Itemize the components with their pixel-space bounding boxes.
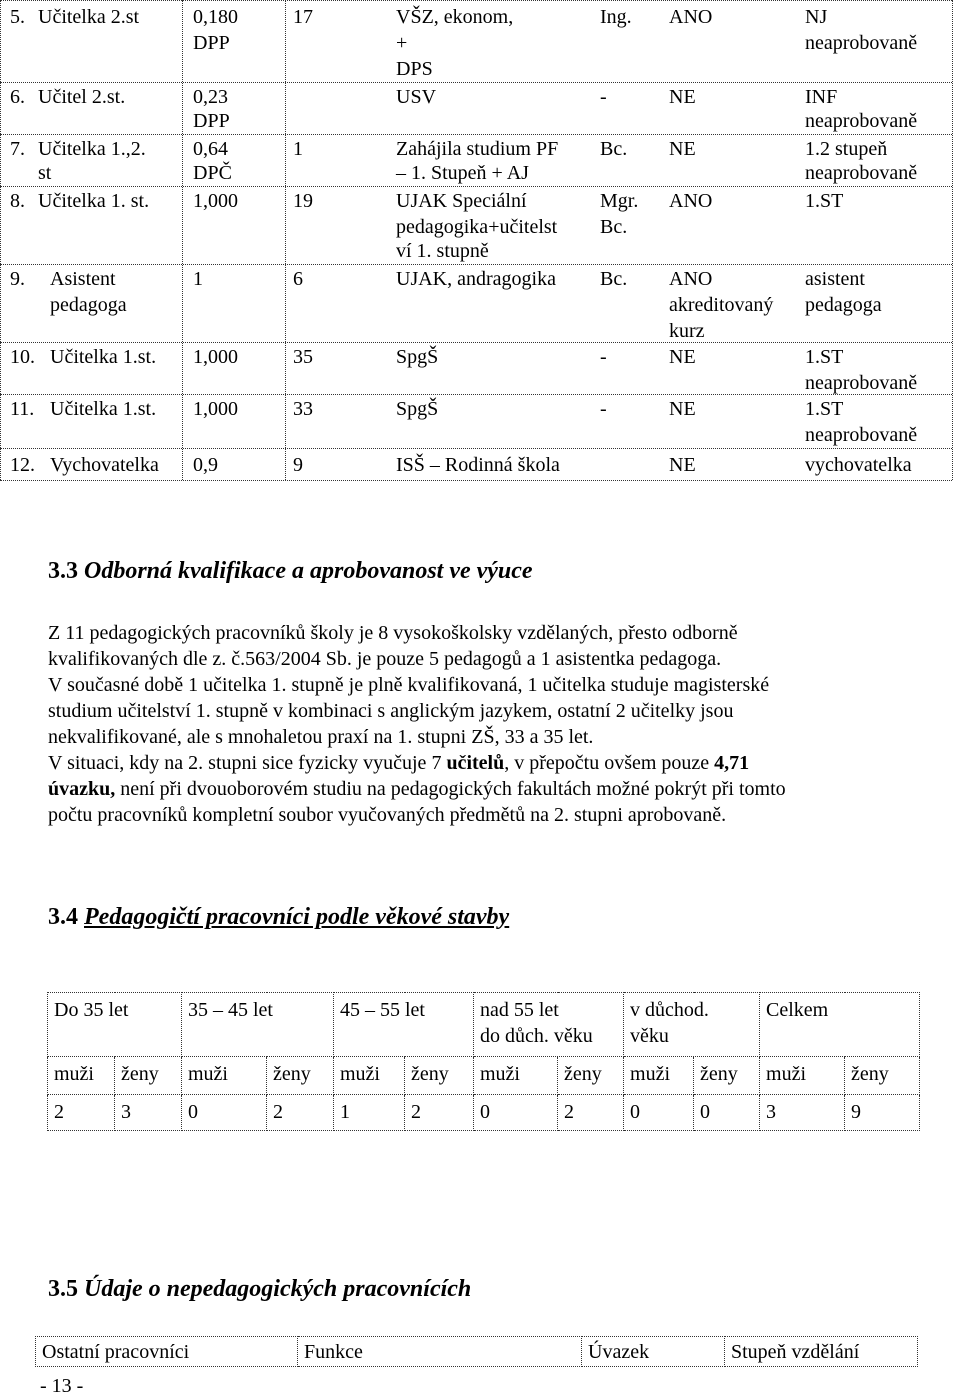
row-9-qualified-2: akreditovaný (669, 294, 774, 316)
section-3-5-heading (48, 1276, 471, 1302)
row-7-years: 1 (293, 138, 303, 160)
row-12-years: 9 (293, 454, 303, 476)
row-5-load-type: DPP (193, 32, 230, 54)
paragraph-line: Z 11 pedagogických pracovníků školy je 8 vysokoškolsky vzdělaných, přesto odborně (48, 622, 738, 644)
section-3-3-number: 3.3 (48, 558, 78, 584)
header-line: do důch. věku (480, 1025, 593, 1047)
row-5-load: 0,180 (193, 6, 238, 28)
section-3-3-title: Odborná kvalifikace a aprobovanost ve výuce (84, 558, 533, 584)
row-6-position: Učitel 2.st. (38, 86, 126, 108)
age-structure-table (47, 992, 920, 1131)
row-9-approbation: asistent (805, 268, 865, 290)
row-5-education-3: DPS (396, 58, 433, 80)
row-11-approbation-2: neaprobovaně (805, 424, 918, 446)
row-10-position: Učitelka 1.st. (50, 346, 157, 368)
header-line: nad 55 let (480, 999, 559, 1021)
row-7-number: 7. (10, 138, 25, 160)
age-group-header: Celkem (760, 993, 920, 1057)
row-9-position: Asistent (50, 268, 116, 290)
row-5-degree: Ing. (600, 6, 632, 28)
row-10-degree: - (600, 346, 607, 368)
row-9-qualified-3: kurz (669, 320, 705, 342)
paragraph-line (48, 750, 908, 776)
column-header: Ostatní pracovníci (36, 1337, 298, 1367)
row-6-qualified: NE (669, 86, 696, 108)
count-cell: 2 (405, 1095, 474, 1131)
row-5-approbation: NJ (805, 6, 828, 28)
paragraph-line: počtu pracovníků kompletní soubor vyučovaných předmětů na 2. stupni aprobovaně. (48, 804, 727, 826)
row-8-load: 1,000 (193, 190, 238, 212)
row-12-approbation: vychovatelka (805, 454, 912, 476)
staff-table (0, 0, 952, 480)
row-6-education: USV (396, 86, 437, 108)
count-cell: 0 (182, 1095, 267, 1131)
row-12-qualified: NE (669, 454, 696, 476)
section-3-4-title: Pedagogičtí pracovníci podle věkové stavby (84, 904, 510, 930)
column-header: Stupeň vzdělání (725, 1337, 918, 1367)
count-cell: 0 (694, 1095, 760, 1131)
row-12-number: 12. (10, 454, 35, 476)
count-cell: 3 (115, 1095, 182, 1131)
row-6-approbation: INF (805, 86, 838, 108)
row-5-position: Učitelka 2.st (38, 6, 140, 28)
row-9-education: UJAK, andragogika (396, 268, 556, 290)
row-8-education: UJAK Speciální (396, 190, 527, 212)
count-cell: 2 (267, 1095, 334, 1131)
row-11-load: 1,000 (193, 398, 238, 420)
section-3-4-number: 3.4 (48, 904, 78, 930)
section-3-4-heading (48, 904, 509, 930)
emphasis-teachers: učitelů (446, 752, 505, 774)
age-group-header (474, 993, 624, 1057)
row-9-number: 9. (10, 268, 25, 290)
section-3-3-paragraph (48, 620, 908, 828)
paragraph-line: studium učitelství 1. stupně v kombinaci s anglickým jazykem, ostatní 2 učitelky jsou (48, 700, 734, 722)
row-8-education-2: pedagogika+učitelst (396, 216, 558, 238)
row-6-degree: - (600, 86, 607, 108)
row-5-approbation-2: neaprobovaně (805, 32, 918, 54)
gender-header: ženy (115, 1057, 182, 1095)
row-10-approbation-2: neaprobovaně (805, 372, 918, 394)
row-11-education: SpgŠ (396, 398, 439, 420)
non-teaching-header-row (36, 1337, 918, 1367)
row-9-position-2: pedagoga (50, 294, 127, 316)
row-10-education: SpgŠ (396, 346, 439, 368)
paragraph-line: V současné době 1 učitelka 1. stupně je plně kvalifikovaná, 1 učitelka studuje magisterské (48, 674, 770, 696)
age-group-header: 35 – 45 let (182, 993, 334, 1057)
page-number: - 13 - (40, 1375, 84, 1397)
gender-header: muži (182, 1057, 267, 1095)
row-12-position: Vychovatelka (50, 454, 159, 476)
row-11-degree: - (600, 398, 607, 420)
row-7-education: Zahájila studium PF (396, 138, 559, 160)
row-11-number: 11. (10, 398, 35, 420)
text-fragment: , v přepočtu ovšem pouze (504, 752, 715, 774)
section-3-3-heading (48, 558, 533, 584)
count-cell: 1 (334, 1095, 405, 1131)
paragraph-line: nekvalifikované, ale s mnohaletou praxí na 1. stupni ZŠ, 33 a 35 let. (48, 726, 594, 748)
row-8-position: Učitelka 1. st. (38, 190, 150, 212)
gender-header: ženy (558, 1057, 624, 1095)
count-cell: 2 (48, 1095, 115, 1131)
column-header: Úvazek (582, 1337, 725, 1367)
gender-header: muži (624, 1057, 694, 1095)
gender-header-row (48, 1057, 920, 1095)
row-7-approbation: 1.2 stupeň (805, 138, 888, 160)
section-3-5-title: Údaje o nepedagogických pracovnících (84, 1276, 472, 1302)
row-8-approbation: 1.ST (805, 190, 844, 212)
gender-header: muži (474, 1057, 558, 1095)
row-12-education: ISŠ – Rodinná škola (396, 454, 560, 476)
header-line: v důchod. (630, 999, 709, 1021)
row-7-load: 0,64 (193, 138, 228, 160)
header-line: věku (630, 1025, 669, 1047)
gender-header: ženy (694, 1057, 760, 1095)
row-11-years: 33 (293, 398, 313, 420)
row-9-load: 1 (193, 268, 203, 290)
count-cell: 3 (760, 1095, 845, 1131)
row-10-load: 1,000 (193, 346, 238, 368)
age-group-header (624, 993, 760, 1057)
gender-header: ženy (267, 1057, 334, 1095)
row-7-degree: Bc. (600, 138, 628, 160)
count-cell: 2 (558, 1095, 624, 1131)
row-7-load-type: DPČ (193, 162, 232, 184)
row-8-education-3: ví 1. stupně (396, 240, 489, 262)
row-5-years: 17 (293, 6, 313, 28)
row-6-load: 0,23 (193, 86, 228, 108)
row-8-years: 19 (293, 190, 313, 212)
row-6-approbation-2: neaprobovaně (805, 110, 918, 132)
row-8-degree: Mgr. Bc. (600, 190, 639, 238)
row-9-qualified: ANO (669, 268, 713, 290)
row-11-position: Učitelka 1.st. (50, 398, 157, 420)
row-5-number: 5. (10, 6, 25, 28)
gender-header: muži (48, 1057, 115, 1095)
count-cell: 0 (624, 1095, 694, 1131)
row-9-degree: Bc. (600, 268, 628, 290)
count-row (48, 1095, 920, 1131)
age-group-header-row (48, 993, 920, 1057)
emphasis-fte: 4,71 (714, 752, 750, 774)
age-group-header: 45 – 55 let (334, 993, 474, 1057)
age-group-header: Do 35 let (48, 993, 182, 1057)
row-11-approbation: 1.ST (805, 398, 844, 420)
paragraph-line: kvalifikovaných dle z. č.563/2004 Sb. je pouze 5 pedagogů a 1 asistentka pedagoga. (48, 648, 722, 670)
row-6-load-type: DPP (193, 110, 230, 132)
row-6-number: 6. (10, 86, 25, 108)
row-5-qualified: ANO (669, 6, 713, 28)
row-9-approbation-2: pedagoga (805, 294, 882, 316)
row-10-approbation: 1.ST (805, 346, 844, 368)
row-5-education-2: + (396, 32, 408, 54)
column-header: Funkce (298, 1337, 582, 1367)
row-5-education: VŠZ, ekonom, (396, 6, 514, 28)
text-fragment: není při dvouoborovém studiu na pedagogických fakultách možné pokrýt při tomto (115, 778, 786, 800)
row-7-approbation-2: neaprobovaně (805, 162, 918, 184)
gender-header: muži (334, 1057, 405, 1095)
text-fragment: V situaci, kdy na 2. stupni sice fyzicky vyučuje 7 (48, 752, 447, 774)
row-11-qualified: NE (669, 398, 696, 420)
row-12-load: 0,9 (193, 454, 218, 476)
row-10-years: 35 (293, 346, 313, 368)
row-7-qualified: NE (669, 138, 696, 160)
gender-header: muži (760, 1057, 845, 1095)
row-7-position-2: st (38, 162, 52, 184)
section-3-5-number: 3.5 (48, 1276, 78, 1302)
count-cell: 9 (845, 1095, 920, 1131)
row-9-years: 6 (293, 268, 303, 290)
gender-header: ženy (405, 1057, 474, 1095)
emphasis-workload: úvazku, (48, 778, 116, 800)
gender-header: ženy (845, 1057, 920, 1095)
paragraph-line (48, 776, 908, 802)
row-7-position: Učitelka 1.,2. (38, 138, 146, 160)
row-10-number: 10. (10, 346, 35, 368)
row-10-qualified: NE (669, 346, 696, 368)
row-8-number: 8. (10, 190, 25, 212)
row-8-qualified: ANO (669, 190, 713, 212)
row-7-education-2: – 1. Stupeň + AJ (396, 162, 529, 184)
non-teaching-staff-table (35, 1336, 918, 1367)
count-cell: 0 (474, 1095, 558, 1131)
